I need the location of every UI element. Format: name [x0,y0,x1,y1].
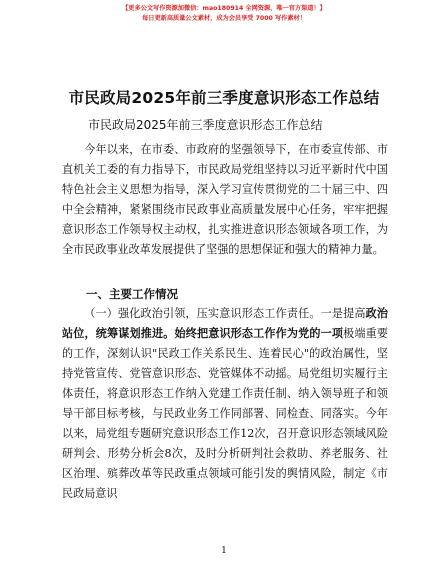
document-subtitle: 市民政局2025年前三季度意识形态工作总结 [88,118,323,132]
page-number: 1 [221,546,227,556]
document-title: 市民政局2025年前三季度意识形态工作总结 [68,89,380,107]
promo-banner [0,4,448,24]
promo-banner-line2: 每日更新高质量公文素材，成为会员享受 7000 写作素材！ [142,15,306,22]
item1-prefix: （一）强化政治引领，压实意识形态工作责任。一是提高 [84,307,366,320]
item1-bold-phrase: 政治站位，统筹谋划推进。始终把意识形态工作作为党的一项 [62,307,388,340]
section-heading-main-work: 一、主要工作情况 [86,287,178,301]
item1-body: 极端重要的工作，深刻认识"民政工作关系民生、连着民心"的政治属性，坚持党管宣传、党管意识形态、党管媒体不动摇。局党组切实履行主体责任，将意识形态工作纳入党建工作责任制、纳入领导班子和领导干部目标考核，与民政业务工作同部署、同检查、同落实。今年以来，局党组专题研究意识形态工作12次，召开意识形态领域风险研判会、形势分析会8次，及时分析研判社会救助、养老服务、社区治理、殡葬改革等民政重点领域可能引发的舆情风险，制定《市民政局意识 [62,327,388,500]
promo-banner-line1: 【更多公文写作资源加微信：mao180914 全网资源，唯一官方渠道！】 [122,5,326,12]
intro-paragraph: 今年以来，在市委、市政府的坚强领导下，在市委宣传部、市直机关工委的有力指导下，市民政局党组坚持以习近平新时代中国特色社会主义思想为指导，深入学习宣传贯彻党的二十届三中、四中全会精神，紧紧围绕市民政事业高质量发展中心任务，牢牢把握意识形态工作领导权主动权，扎实推进意识形态领域各项工作，为全市民政事业改革发展提供了坚强的思想保证和强大的精神力量。 [62,143,388,256]
item1-paragraph [62,304,388,504]
